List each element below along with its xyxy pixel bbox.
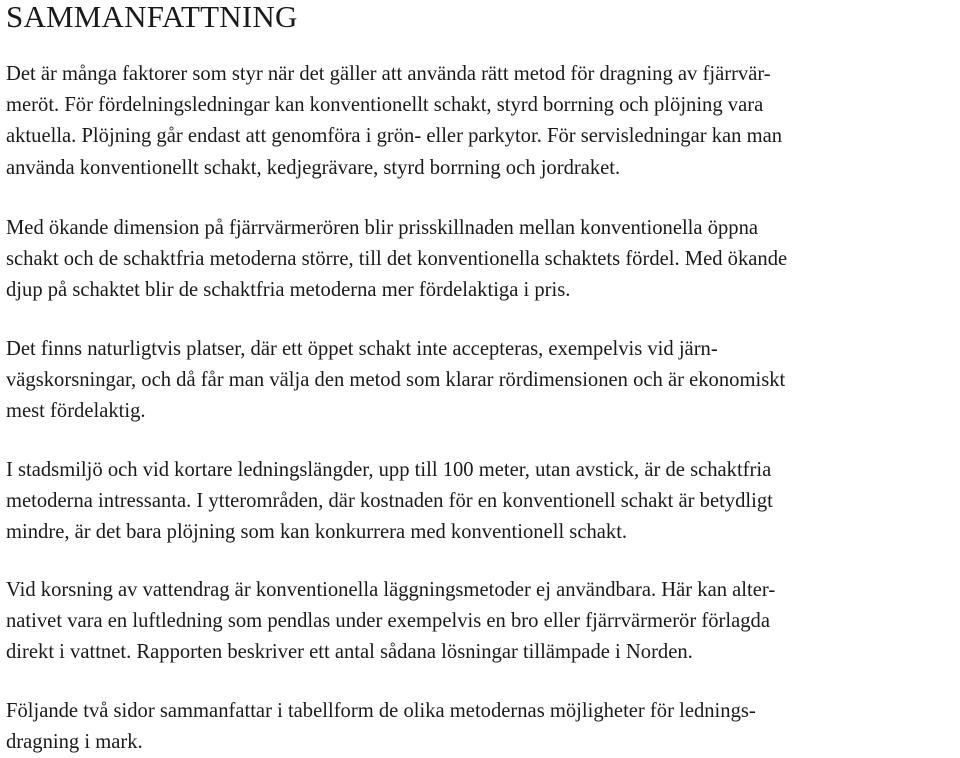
paragraph-line: Vid korsning av vattendrag är konventionella läggningsmetoder ej användbara. Här kan alter-: [6, 579, 776, 601]
paragraph-line: använda konventionellt schakt, kedjegrävare, styrd borrning och jordraket.: [6, 156, 621, 179]
paragraph-line: direkt i vattnet. Rapporten beskriver ett antal sådana lösningar tillämpade i Norden.: [6, 641, 693, 664]
paragraph-line: schakt och de schaktfria metoderna större, till det konventionella schaktets fördel. Med ökande: [6, 248, 788, 271]
paragraph-line: mest fördelaktig.: [6, 400, 146, 423]
paragraph-line: nativet vara en luftledning som pendlas under exempelvis en bro eller fjärrvärmerör förlagda: [6, 610, 770, 633]
paragraph-line: Följande två sidor sammanfattar i tabellform de olika metodernas möjligheter för lednings-: [6, 700, 756, 722]
paragraph-line: meröt. För fördelningsledningar kan konventionellt schakt, styrd borrning och plöjning vara: [6, 94, 764, 117]
paragraph-line: Med ökande dimension på fjärrvärmerören blir prisskillnaden mellan konventionella öppna: [6, 217, 759, 239]
paragraph-line: metoderna intressanta. I ytterområden, där kostnaden för en konventionell schakt är betydligt: [6, 490, 773, 513]
paragraph-line: vägskorsningar, och då får man välja den metod som klarar rördimensionen och är ekonomiskt: [6, 369, 786, 392]
paragraph-line: Det är många faktorer som styr när det gäller att använda rätt metod för dragning av fjärrvär-: [6, 63, 771, 85]
paragraph-dimension-cost: [6, 213, 787, 307]
document-page: [6, 0, 958, 754]
paragraph-methods-overview: [6, 59, 782, 184]
paragraph-water-crossings: [6, 575, 775, 669]
paragraph-line: mindre, är det bara plöjning som kan konkurrera med konventionell schakt.: [6, 521, 628, 544]
paragraph-urban-areas: [6, 455, 773, 549]
paragraph-line: djup på schaktet blir de schaktfria metoderna mer fördelaktiga i pris.: [6, 279, 571, 302]
section-heading: SAMMANFATTNING: [6, 0, 298, 34]
paragraph-line: aktuella. Plöjning går endast att genomföra i grön- eller parkytor. För servisledningar kan man: [6, 125, 783, 148]
paragraph-line: I stadsmiljö och vid kortare ledningslängder, upp till 100 meter, utan avstick, är de schaktfria: [6, 459, 772, 481]
paragraph-line: Det finns naturligtvis platser, där ett öppet schakt inte accepteras, exempelvis vid järn-: [6, 338, 718, 360]
paragraph-line: dragning i mark.: [6, 731, 143, 754]
paragraph-following-pages: [6, 696, 756, 758]
paragraph-open-trench-exceptions: [6, 334, 785, 428]
